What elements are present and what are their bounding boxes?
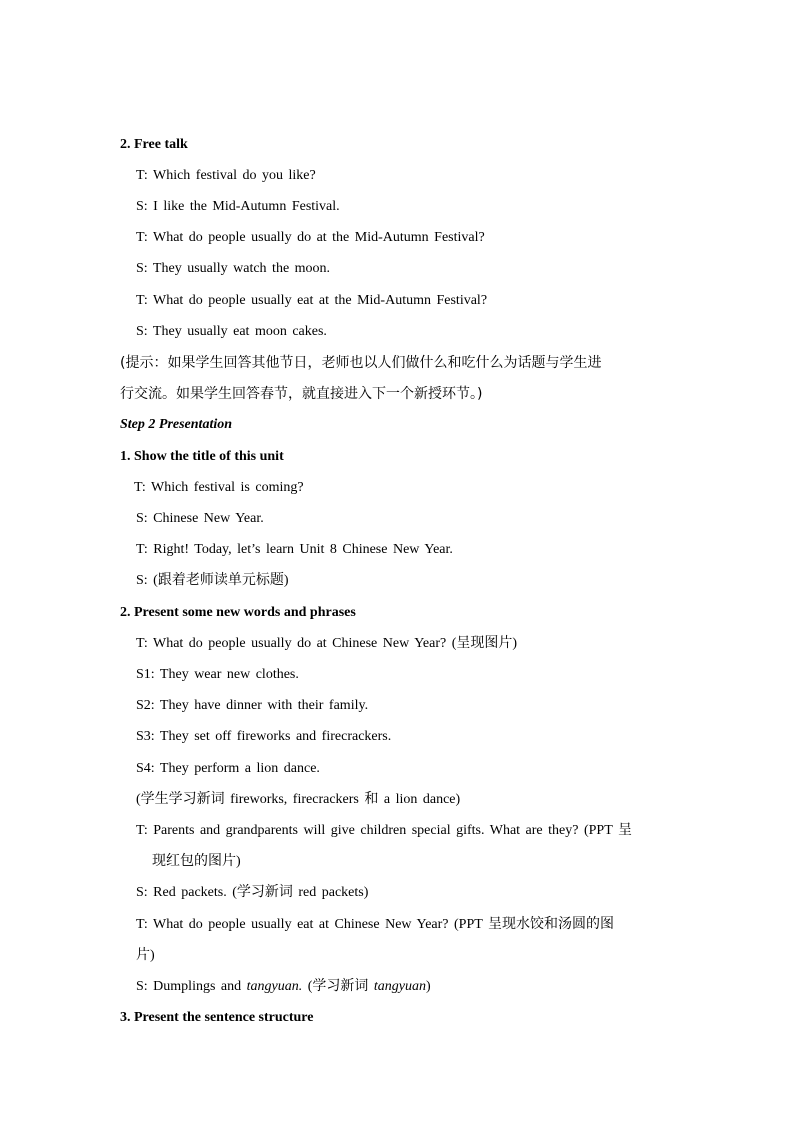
dialogue-line: S: They usually eat moon cakes. — [136, 324, 327, 339]
text-run: (学习新词 — [302, 979, 374, 994]
dialogue-line: S: Chinese New Year. — [136, 511, 264, 526]
tip-note-line: (提示：如果学生回答其他节日，老师也以人们做什么和吃什么为话题与学生进 — [120, 355, 602, 371]
heading-show-title: 1. Show the title of this unit — [120, 449, 284, 464]
tip-note-line: 行交流。如果学生回答春节，就直接进入下一个新授环节。) — [120, 386, 483, 402]
italic-word: tangyuan. — [246, 979, 303, 994]
dialogue-line: S2: They have dinner with their family. — [136, 698, 369, 713]
italic-word: tangyuan — [373, 979, 427, 994]
dialogue-line: S1: They wear new clothes. — [136, 667, 299, 682]
dialogue-line-continued: 片) — [136, 948, 155, 963]
dialogue-line: T: What do people usually eat at Chinese New Year? (PPT 呈现水饺和汤圆的图 — [136, 917, 615, 932]
text-run: S: Dumplings and — [136, 979, 247, 994]
dialogue-line: S4: They perform a lion dance. — [136, 761, 320, 776]
heading-sentence-structure: 3. Present the sentence structure — [120, 1010, 314, 1025]
dialogue-line: S: They usually watch the moon. — [136, 261, 331, 276]
dialogue-line: T: Which festival do you like? — [136, 168, 316, 183]
dialogue-line — [136, 978, 431, 996]
dialogue-line: S: (跟着老师读单元标题) — [136, 573, 289, 588]
dialogue-line-continued: 现红包的图片) — [152, 854, 241, 869]
dialogue-line: T: Parents and grandparents will give children special gifts. What are they? (PPT 呈 — [136, 823, 632, 838]
dialogue-line: T: Right! Today, let’s learn Unit 8 Chinese New Year. — [136, 542, 453, 557]
note-line: (学生学习新词 fireworks, firecrackers 和 a lion dance) — [136, 792, 461, 807]
heading-new-words: 2. Present some new words and phrases — [120, 605, 356, 620]
dialogue-line: S3: They set off fireworks and firecrackers. — [136, 729, 392, 744]
dialogue-line: T: What do people usually eat at the Mid-Autumn Festival? — [136, 293, 488, 308]
dialogue-line: T: What do people usually do at Chinese New Year? (呈现图片) — [136, 636, 518, 651]
dialogue-line: S: I like the Mid-Autumn Festival. — [136, 199, 340, 214]
heading-free-talk: 2. Free talk — [120, 137, 188, 152]
dialogue-line: S: Red packets. (学习新词 red packets) — [136, 885, 369, 900]
text-run: ) — [426, 979, 431, 994]
dialogue-line: T: Which festival is coming? — [134, 480, 304, 495]
step-heading: Step 2 Presentation — [120, 417, 233, 432]
dialogue-line: T: What do people usually do at the Mid-Autumn Festival? — [136, 230, 485, 245]
